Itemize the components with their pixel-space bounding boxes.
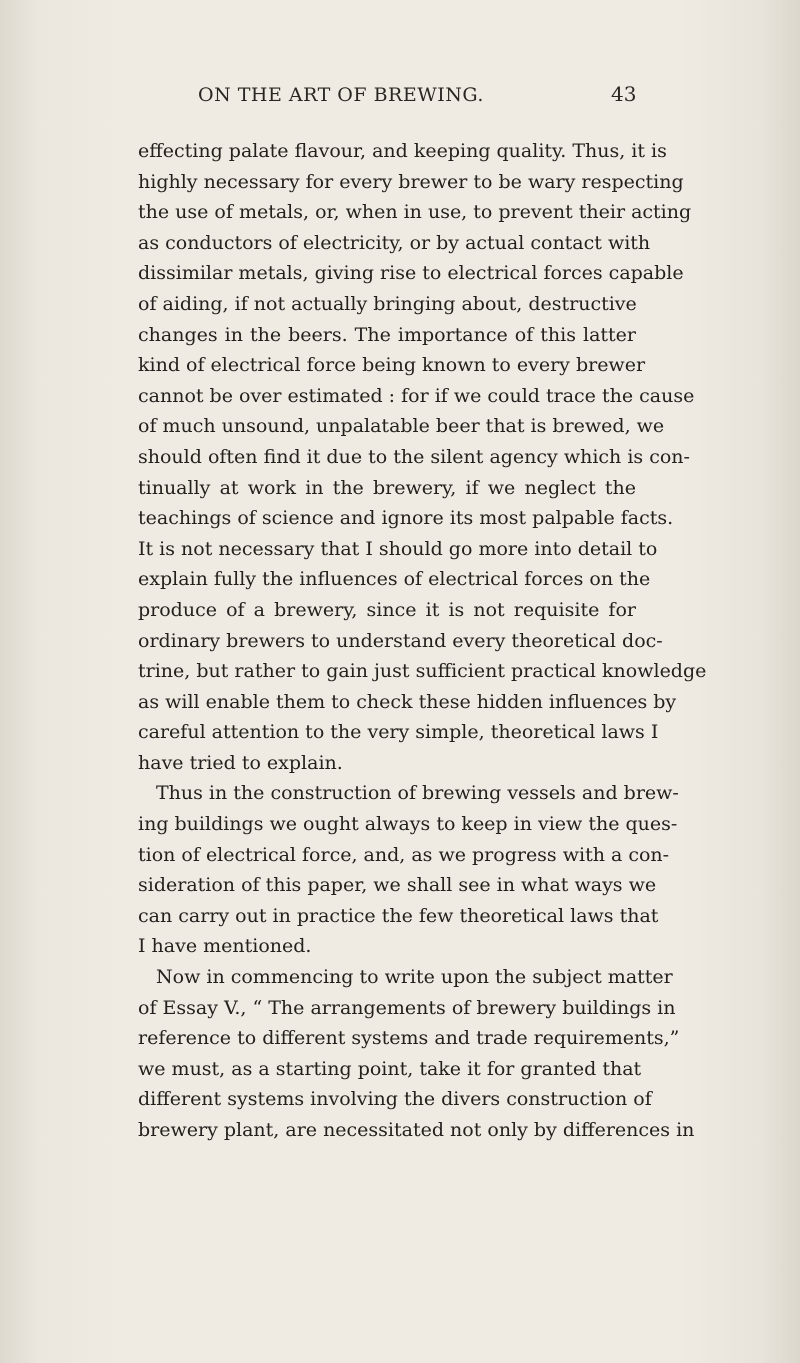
text-line: different systems involving the divers construction of — [138, 1088, 652, 1111]
running-head — [0, 80, 800, 110]
text-line: as will enable them to check these hidden influences by — [138, 690, 677, 713]
text-line: ordinary brewers to understand every theoretical doc- — [138, 629, 663, 652]
text-line: tinually at work in the brewery, if we neglect the — [138, 476, 636, 499]
text-line: of aiding, if not actually bringing about, destructive — [138, 292, 637, 315]
text-line: of Essay V., “ The arrangements of brewery buildings in — [138, 996, 676, 1019]
text-line: tion of electrical force, and, as we progress with a con- — [138, 843, 670, 866]
text-line: I have mentioned. — [138, 935, 312, 958]
text-line: dissimilar metals, giving rise to electrical forces capable — [138, 262, 684, 285]
text-line: produce of a brewery, since it is not requisite for — [138, 598, 636, 621]
text-line: of much unsound, unpalatable beer that is brewed, we — [138, 415, 665, 438]
text-line: Now in commencing to write upon the subject matter — [156, 966, 673, 989]
text-line: as conductors of electricity, or by actual contact with — [138, 231, 651, 254]
text-line: brewery plant, are necessitated not only by differences in — [138, 1119, 695, 1141]
text-line: highly necessary for every brewer to be wary respecting — [138, 170, 684, 193]
text-line: sideration of this paper, we shall see in what ways we — [138, 874, 657, 897]
text-line: cannot be over estimated : for if we could trace the cause — [138, 384, 695, 407]
body-text — [138, 136, 707, 1146]
text-line: reference to different systems and trade requirements,” — [138, 1027, 680, 1050]
text-line: kind of electrical force being known to every brewer — [138, 354, 646, 377]
text-line: effecting palate flavour, and keeping quality. Thus, it is — [138, 140, 667, 162]
text-line: explain fully the influences of electrical forces on the — [138, 568, 651, 591]
text-line: should often find it due to the silent agency which is con- — [138, 445, 690, 468]
text-line: teachings of science and ignore its most palpable facts. — [138, 507, 674, 530]
text-line: It is not necessary that I should go more into detail to — [138, 537, 658, 560]
running-title: ON THE ART OF BREWING. — [198, 84, 484, 106]
text-line: careful attention to the very simple, theoretical laws I — [138, 721, 659, 744]
text-line: the use of metals, or, when in use, to prevent their acting — [138, 201, 692, 224]
text-line: changes in the beers. The importance of this latter — [138, 323, 636, 346]
text-line: Thus in the construction of brewing vessels and brew- — [156, 782, 679, 805]
text-line: ing buildings we ought always to keep in view the ques- — [138, 813, 678, 836]
text-line: can carry out in practice the few theoretical laws that — [138, 904, 659, 927]
page-number: 43 — [611, 82, 637, 106]
text-line: we must, as a starting point, take it for granted that — [138, 1057, 642, 1080]
text-line: trine, but rather to gain just sufficient practical knowledge — [138, 660, 707, 683]
text-line: have tried to explain. — [138, 751, 343, 774]
